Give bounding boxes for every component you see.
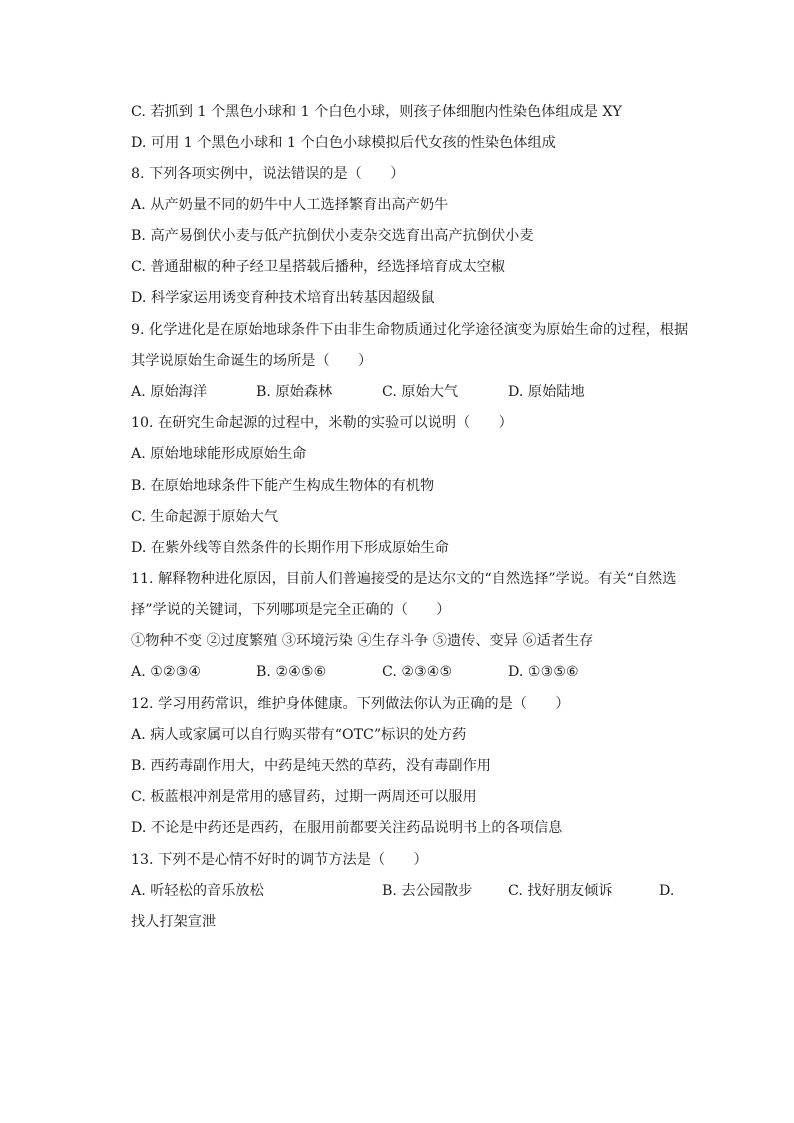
q12-stem: 12. 学习用药常识，维护身体健康。下列做法你认为正确的是（ ）: [131, 696, 570, 712]
q8-stem: 8. 下列各项实例中，说法错误的是（ ）: [131, 166, 405, 182]
q7-option-c: C. 若抓到 1 个黑色小球和 1 个白色小球，则孩子体细胞内性染色体组成是 XY: [131, 104, 622, 120]
q11-option-d: D. ①③⑤⑥: [508, 664, 579, 680]
q13-options: [131, 881, 701, 901]
q8-option-d: D. 科学家运用诱变育种技术培育出转基因超级鼠: [131, 290, 435, 306]
q12-option-a: A. 病人或家属可以自行购买带有“OTC”标识的处方药: [131, 727, 467, 743]
q10-option-d: D. 在紫外线等自然条件的长期作用下形成原始生命: [131, 540, 449, 556]
q9-stem-line1: 9. 化学进化是在原始地球条件下由非生命物质通过化学途径演变为原始生命的过程，根据: [131, 322, 689, 338]
q11-options: [131, 662, 701, 682]
q9-stem-line2: 其学说原始生命诞生的场所是（ ）: [131, 353, 373, 369]
q13-option-c: C. 找好朋友倾诉: [508, 883, 613, 899]
q7-option-d: D. 可用 1 个黑色小球和 1 个白色小球模拟后代女孩的性染色体组成: [131, 135, 556, 151]
q12-option-b: B. 西药毒副作用大，中药是纯天然的草药，没有毒副作用: [131, 758, 491, 774]
q10-option-b: B. 在原始地球条件下能产生构成生物体的有机物: [131, 478, 435, 494]
q12-option-d: D. 不论是中药还是西药，在服用前都要关注药品说明书上的各项信息: [131, 820, 563, 836]
q10-option-a: A. 原始地球能形成原始生命: [131, 446, 307, 462]
q8-option-c: C. 普通甜椒的种子经卫星搭载后播种，经选择培育成太空椒: [131, 259, 506, 275]
q11-option-b: B. ②④⑤⑥: [256, 664, 327, 680]
q11-stem-line1: 11. 解释物种进化原因，目前人们普遍接受的是达尔文的“自然选择”学说。有关“自然选: [131, 571, 677, 587]
q9-options: [131, 382, 701, 402]
q9-option-a: A. 原始海洋: [131, 384, 208, 400]
q11-keywords: ①物种不变 ②过度繁殖 ③环境污染 ④生存斗争 ⑤遗传、变异 ⑥适者生存: [131, 633, 594, 649]
q9-option-b: B. 原始森林: [256, 384, 333, 400]
q12-option-c: C. 板蓝根冲剂是常用的感冒药，过期一两周还可以服用: [131, 789, 477, 805]
q8-option-b: B. 高产易倒伏小麦与低产抗倒伏小麦杂交选育出高产抗倒伏小麦: [131, 228, 534, 244]
q13-option-d-text: 找人打架宣泄: [131, 914, 217, 930]
q9-option-d: D. 原始陆地: [508, 384, 585, 400]
q11-option-c: C. ②③④⑤: [382, 664, 453, 680]
q13-option-a: A. 听轻松的音乐放松: [131, 883, 264, 899]
q13-stem: 13. 下列不是心情不好时的调节方法是（ ）: [131, 852, 428, 868]
q13-option-b: B. 去公园散步: [382, 883, 473, 899]
q9-option-c: C. 原始大气: [382, 384, 459, 400]
q10-stem: 10. 在研究生命起源的过程中，米勒的实验可以说明（ ）: [131, 415, 513, 431]
q8-option-a: A. 从产奶量不同的奶牛中人工选择繁育出高产奶牛: [131, 197, 449, 213]
q11-option-a: A. ①②③④: [131, 664, 202, 680]
q10-option-c: C. 生命起源于原始大气: [131, 509, 279, 525]
q13-option-d: D.: [659, 883, 675, 899]
q11-stem-line2: 择”学说的关键词，下列哪项是完全正确的（ ）: [131, 602, 451, 618]
